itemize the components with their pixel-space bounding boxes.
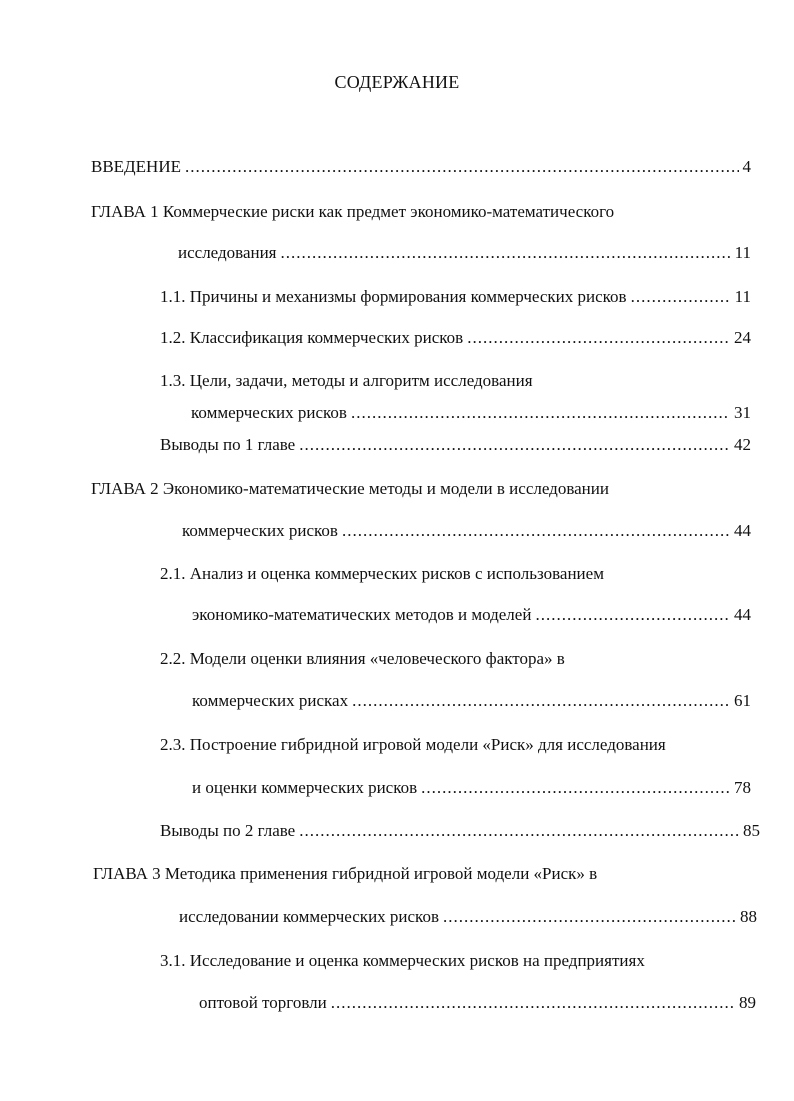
toc-page-number: 11 — [734, 287, 751, 306]
toc-section-3-1-heading: 3.1. Исследование и оценка коммерческих рисков на предприятиях — [160, 951, 645, 970]
toc-entry-label: оптовой торговли — [199, 993, 327, 1012]
toc-page-number: 24 — [734, 328, 751, 347]
toc-entry-1-1 — [160, 286, 751, 308]
toc-entry-chapter-1 — [178, 242, 751, 264]
toc-entry-chapter-3 — [179, 906, 757, 928]
toc-entry-label: 1.1. Причины и механизмы формирования коммерческих рисков — [160, 287, 627, 306]
toc-entry-label: коммерческих рисков — [182, 521, 338, 540]
toc-entry-label: Выводы по 2 главе — [160, 821, 296, 840]
toc-chapter-2-heading: ГЛАВА 2 Экономико-математические методы и модели в исследовании — [91, 479, 609, 498]
toc-entry-1-2 — [160, 327, 751, 349]
toc-section-2-2-heading: 2.2. Модели оценки влияния «человеческого фактора» в — [160, 649, 565, 668]
toc-page-number: 44 — [734, 605, 751, 624]
toc-entry-chapter-2 — [182, 520, 751, 542]
toc-entry-label: коммерческих рисках — [192, 691, 349, 710]
toc-page-number: 4 — [742, 157, 751, 176]
toc-entry-1-3 — [191, 402, 751, 424]
toc-leader-dots — [185, 156, 739, 178]
toc-leader-dots — [443, 906, 736, 928]
toc-leader-dots — [352, 690, 730, 712]
toc-entry-3-1 — [199, 992, 756, 1014]
toc-leader-dots — [342, 520, 730, 542]
toc-entry-label: ВВЕДЕНИЕ — [91, 157, 181, 176]
toc-chapter-1-heading: ГЛАВА 1 Коммерческие риски как предмет экономико-математического — [91, 202, 615, 221]
toc-leader-dots — [421, 777, 730, 799]
toc-section-1-3-heading: 1.3. Цели, задачи, методы и алгоритм исследования — [160, 371, 533, 390]
toc-leader-dots — [299, 820, 739, 842]
page-title: СОДЕРЖАНИЕ — [334, 72, 460, 92]
toc-page-number: 11 — [734, 243, 751, 262]
toc-leader-dots — [535, 604, 730, 626]
toc-page-number: 88 — [740, 907, 757, 926]
toc-entry-label: Выводы по 1 главе — [160, 435, 296, 454]
toc-page-number: 78 — [734, 778, 751, 797]
toc-entry-2-2 — [192, 690, 751, 712]
toc-entry-label: и оценки коммерческих рисков — [192, 778, 418, 797]
toc-entry-label: исследования — [178, 243, 277, 262]
toc-leader-dots — [299, 434, 730, 456]
toc-entry-label: исследовании коммерческих рисков — [179, 907, 439, 926]
toc-section-2-3-heading: 2.3. Построение гибридной игровой модели «Риск» для исследования — [160, 735, 666, 754]
toc-entry-conclusions-2 — [160, 820, 760, 842]
toc-section-2-1-heading: 2.1. Анализ и оценка коммерческих рисков с использованием — [160, 564, 604, 583]
toc-leader-dots — [631, 286, 731, 308]
toc-entry-label: 1.2. Классификация коммерческих рисков — [160, 328, 464, 347]
toc-leader-dots — [281, 242, 731, 264]
toc-entry-2-1 — [192, 604, 751, 626]
toc-page-number: 85 — [743, 821, 760, 840]
toc-page-number: 61 — [734, 691, 751, 710]
toc-entry-label: экономико-математических методов и моделей — [192, 605, 532, 624]
toc-page-number: 31 — [734, 403, 751, 422]
toc-entry-introduction — [91, 156, 751, 178]
toc-page-number: 44 — [734, 521, 751, 540]
toc-leader-dots — [351, 402, 730, 424]
toc-leader-dots — [467, 327, 730, 349]
toc-chapter-3-heading: ГЛАВА 3 Методика применения гибридной игровой модели «Риск» в — [93, 864, 598, 883]
toc-page-number: 42 — [734, 435, 751, 454]
toc-entry-conclusions-1 — [160, 434, 751, 456]
toc-entry-2-3 — [192, 777, 751, 799]
toc-page-number: 89 — [739, 993, 756, 1012]
toc-leader-dots — [331, 992, 735, 1014]
toc-entry-label: коммерческих рисков — [191, 403, 347, 422]
